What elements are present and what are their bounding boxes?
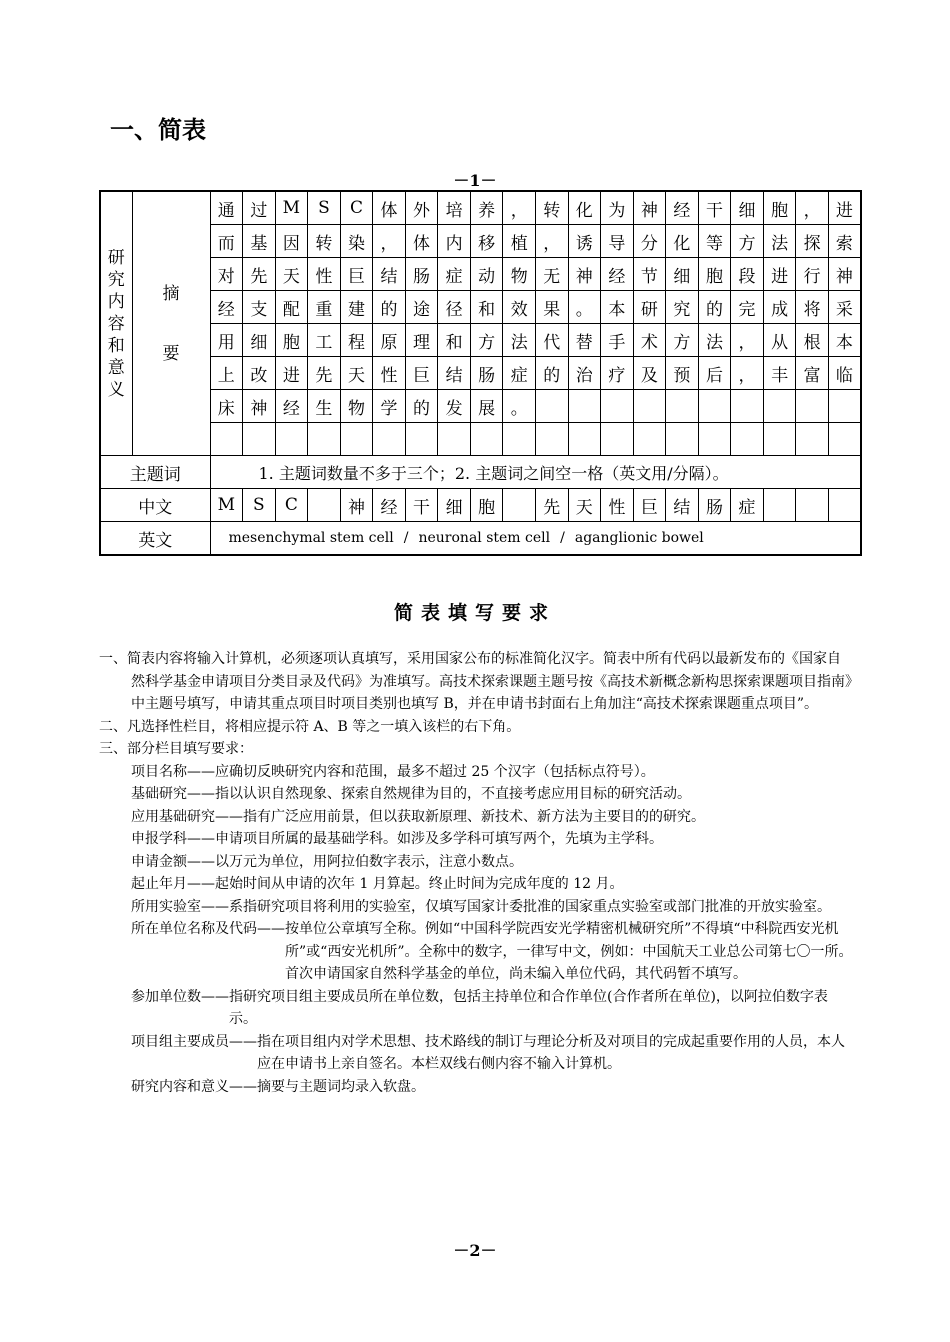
- abstract-label: [132, 191, 210, 456]
- chinese-keyword-cell: 症: [731, 489, 764, 522]
- abstract-cell: 天: [340, 357, 373, 390]
- abstract-cell: M: [275, 191, 308, 225]
- abstract-cell: [405, 423, 438, 456]
- abstract-cell: 临: [828, 357, 861, 390]
- field-name: 项目名称——: [131, 763, 215, 780]
- abstract-cell: 床: [210, 390, 243, 423]
- abstract-cell: ，: [731, 357, 764, 390]
- abstract-cell: 先: [308, 357, 341, 390]
- field-requirement: [99, 873, 854, 896]
- abstract-cell: 法: [763, 225, 796, 258]
- chinese-keyword-cell: C: [275, 489, 308, 522]
- abstract-cell: 基: [243, 225, 276, 258]
- field-requirement: [99, 783, 854, 806]
- abstract-cell: 性: [373, 357, 406, 390]
- abstract-cell: 经: [210, 291, 243, 324]
- field-description: 应确切反映研究内容和范围，最多不超过 25 个汉字（包括标点符号）。: [215, 763, 655, 780]
- abstract-cell: S: [308, 191, 341, 225]
- chinese-label: 中文: [100, 489, 210, 522]
- abstract-cell: [763, 423, 796, 456]
- abstract-cell: 研: [633, 291, 666, 324]
- page-number-top: －1－: [453, 171, 497, 190]
- field-description: 指在项目组内对学术思想、技术路线的制订与理论分析及对项目的完成起重要作用的人员，本人应在申请书上亲自签名。本栏双线右侧内容不输入计算机。: [257, 1033, 845, 1072]
- abstract-cell: 性: [308, 258, 341, 291]
- abstract-cell: [601, 423, 634, 456]
- keyword-label: 主题词: [100, 456, 210, 489]
- abstract-cell: 过: [243, 191, 276, 225]
- field-description: 指研究项目组主要成员所在单位数，包括主持单位和合作单位(合作者所在单位)，以阿拉伯数字表示。: [229, 988, 828, 1027]
- abstract-cell: 干: [698, 191, 731, 225]
- field-requirement: [99, 851, 854, 874]
- item-number: 一、: [99, 651, 127, 667]
- abstract-cell: 。: [503, 390, 536, 423]
- abstract-cell: 治: [568, 357, 601, 390]
- chinese-keyword-cell: 经: [373, 489, 406, 522]
- abstract-cell: 移: [470, 225, 503, 258]
- abstract-cell: [731, 390, 764, 423]
- field-description: 申请项目所属的最基础学科。如涉及多学科可填写两个，先填为主学科。: [215, 831, 663, 847]
- abstract-cell: 外: [405, 191, 438, 225]
- abstract-cell: 疗: [601, 357, 634, 390]
- abstract-cell: [210, 423, 243, 456]
- field-name: 参加单位数——: [131, 988, 229, 1005]
- abstract-cell: 转: [308, 225, 341, 258]
- abstract-cell: 物: [503, 258, 536, 291]
- field-requirement: [99, 761, 854, 784]
- field-name: 申报学科——: [131, 831, 215, 847]
- field-requirement: [99, 806, 854, 829]
- abstract-cell: 支: [243, 291, 276, 324]
- abstract-cell: 学: [373, 390, 406, 423]
- abstract-cell: 物: [340, 390, 373, 423]
- chinese-keyword-cell: [763, 489, 796, 522]
- abstract-cell: 效: [503, 291, 536, 324]
- chinese-keyword-cell: 胞: [470, 489, 503, 522]
- abstract-cell: 从: [763, 324, 796, 357]
- abstract-cell: 神: [568, 258, 601, 291]
- abstract-cell: 天: [275, 258, 308, 291]
- abstract-cell: [340, 423, 373, 456]
- field-name: 所用实验室——: [131, 898, 229, 915]
- abstract-cell: 神: [828, 258, 861, 291]
- english-keyword-row: [100, 522, 861, 556]
- abstract-label-char: 要: [162, 343, 180, 364]
- abstract-cell: 用: [210, 324, 243, 357]
- english-keyword: aganglionic bowel: [574, 530, 704, 546]
- item-text: 简表内容将输入计算机，必须逐项认真填写，采用国家公布的标准简化汉字。简表中所有代码以最新发布的《国家自然科学基金申请项目分类目录及代码》为准填写。高技术探索课题主题号按《高技术新概念新构思探索课题项目指南》中主题号填写，申请其重点项目时项目类别也填写 B，并在申请书封面右上角加注“高技术探索课题重点项目”。: [127, 651, 852, 712]
- chinese-keyword-row: [100, 489, 861, 522]
- field-description: 起始时间从申请的次年 1 月算起。终止时间为完成年度的 12 月。: [215, 876, 624, 892]
- abstract-cell: 动: [470, 258, 503, 291]
- chinese-keyword-cell: S: [243, 489, 276, 522]
- field-requirement: [99, 896, 854, 919]
- abstract-cell: ，: [731, 324, 764, 357]
- abstract-cell: 工: [308, 324, 341, 357]
- abstract-cell: [731, 423, 764, 456]
- abstract-cell: 对: [210, 258, 243, 291]
- abstract-row: [100, 291, 861, 324]
- abstract-cell: 术: [633, 324, 666, 357]
- chinese-keyword-cell: 性: [601, 489, 634, 522]
- requirements-title: 简表填写要求: [393, 602, 556, 624]
- abstract-cell: [666, 423, 699, 456]
- abstract-cell: 神: [633, 191, 666, 225]
- item-number: 二、: [99, 718, 127, 735]
- abstract-cell: 通: [210, 191, 243, 225]
- requirement-item-1: [99, 648, 854, 716]
- abstract-cell: 段: [731, 258, 764, 291]
- field-requirement: [99, 1031, 854, 1076]
- abstract-cell: 发: [438, 390, 471, 423]
- abstract-cell: 肠: [470, 357, 503, 390]
- section-heading: 一、简表: [110, 116, 206, 144]
- page-number-bottom: －2－: [453, 1241, 497, 1260]
- abstract-cell: [243, 423, 276, 456]
- abstract-cell: 果: [535, 291, 568, 324]
- abstract-cell: [535, 423, 568, 456]
- abstract-row: [100, 423, 861, 456]
- abstract-cell: ，: [373, 225, 406, 258]
- abstract-cell: 的: [698, 291, 731, 324]
- abstract-cell: 导: [601, 225, 634, 258]
- abstract-cell: ，: [796, 191, 829, 225]
- abstract-cell: [666, 390, 699, 423]
- abstract-cell: 途: [405, 291, 438, 324]
- abstract-cell: [796, 390, 829, 423]
- abstract-cell: 代: [535, 324, 568, 357]
- field-description: 按单位公章填写全称。例如“中国科学院西安光学精密机械研究所”不得填“中科院西安光机所”或“西安光机所”。全称中的数字，一律写中文，例如：中国航天工业总公司第七〇一所。首次申请国家自然科学基金的单位，尚未编入单位代码，其代码暂不填写。: [285, 921, 853, 982]
- abstract-cell: 理: [405, 324, 438, 357]
- abstract-cell: 结: [438, 357, 471, 390]
- item-text: 部分栏目填写要求：: [127, 741, 253, 757]
- chinese-keyword-cell: 先: [535, 489, 568, 522]
- abstract-cell: 等: [698, 225, 731, 258]
- field-description: 指有广泛应用前景，但以获取新原理、新技术、新方法为主要目的的研究。: [243, 808, 705, 825]
- chinese-keyword-cell: [828, 489, 861, 522]
- abstract-cell: [698, 390, 731, 423]
- field-requirement: [99, 1076, 854, 1099]
- keyword-separator: /: [560, 530, 565, 546]
- abstract-cell: 巨: [405, 357, 438, 390]
- english-keywords: [210, 522, 861, 556]
- abstract-cell: 经: [666, 191, 699, 225]
- abstract-cell: 后: [698, 357, 731, 390]
- abstract-cell: 节: [633, 258, 666, 291]
- abstract-cell: ，: [503, 191, 536, 225]
- abstract-cell: 原: [373, 324, 406, 357]
- field-name: 所在单位名称及代码——: [131, 921, 285, 937]
- chinese-keyword-cell: 干: [405, 489, 438, 522]
- abstract-cell: [535, 390, 568, 423]
- abstract-cell: [275, 423, 308, 456]
- abstract-cell: 富: [796, 357, 829, 390]
- english-keyword: mesenchymal stem cell: [228, 530, 394, 546]
- abstract-cell: ，: [535, 225, 568, 258]
- field-description: 以万元为单位，用阿拉伯数字表示，注意小数点。: [215, 853, 523, 870]
- abstract-cell: 分: [633, 225, 666, 258]
- abstract-cell: 的: [373, 291, 406, 324]
- abstract-cell: 成: [763, 291, 796, 324]
- abstract-row: [100, 357, 861, 390]
- abstract-cell: 无: [535, 258, 568, 291]
- abstract-cell: [828, 390, 861, 423]
- abstract-cell: 经: [275, 390, 308, 423]
- abstract-cell: 染: [340, 225, 373, 258]
- abstract-cell: 细: [731, 191, 764, 225]
- chinese-keyword-cell: M: [210, 489, 243, 522]
- abstract-row: [100, 191, 861, 225]
- abstract-cell: 完: [731, 291, 764, 324]
- abstract-cell: [438, 423, 471, 456]
- keyword-separator: /: [403, 530, 409, 546]
- abstract-cell: 。: [568, 291, 601, 324]
- abstract-cell: 的: [535, 357, 568, 390]
- abstract-row: [100, 324, 861, 357]
- abstract-cell: [828, 423, 861, 456]
- abstract-cell: 探: [796, 225, 829, 258]
- requirement-item-3: [99, 738, 854, 761]
- field-requirement: [99, 828, 854, 851]
- field-name: 基础研究——: [131, 786, 215, 802]
- field-name: 研究内容和意义——: [131, 1078, 257, 1095]
- requirements-list: [99, 648, 854, 1098]
- abstract-cell: 症: [503, 357, 536, 390]
- abstract-cell: 转: [535, 191, 568, 225]
- english-keyword: neuronal stem cell: [418, 530, 551, 546]
- chinese-keyword-cell: 结: [666, 489, 699, 522]
- abstract-cell: 为: [601, 191, 634, 225]
- abstract-cell: 内: [438, 225, 471, 258]
- abstract-cell: [763, 390, 796, 423]
- field-name: 申请金额——: [131, 853, 215, 870]
- abstract-cell: 结: [373, 258, 406, 291]
- section-label: [100, 191, 132, 456]
- field-description: 指以认识自然现象、探索自然规律为目的，不直接考虑应用目标的研究活动。: [215, 786, 691, 802]
- abstract-cell: 重: [308, 291, 341, 324]
- chinese-keyword-cell: 肠: [698, 489, 731, 522]
- abstract-cell: 法: [698, 324, 731, 357]
- chinese-keyword-cell: 细: [438, 489, 471, 522]
- abstract-cell: 上: [210, 357, 243, 390]
- requirement-item-2: [99, 716, 854, 739]
- chinese-keyword-cell: 巨: [633, 489, 666, 522]
- abstract-cell: 进: [275, 357, 308, 390]
- abstract-cell: 植: [503, 225, 536, 258]
- abstract-cell: 胞: [763, 191, 796, 225]
- abstract-cell: 径: [438, 291, 471, 324]
- abstract-cell: [470, 423, 503, 456]
- field-requirement: [99, 918, 854, 986]
- abstract-cell: [568, 423, 601, 456]
- abstract-cell: 症: [438, 258, 471, 291]
- abstract-cell: 巨: [340, 258, 373, 291]
- keyword-hint: 1. 主题词数量不多于三个；2. 主题词之间空一格（英文用/分隔）。: [210, 456, 861, 489]
- abstract-cell: 方: [470, 324, 503, 357]
- abstract-cell: 预: [666, 357, 699, 390]
- abstract-cell: 行: [796, 258, 829, 291]
- abstract-cell: 本: [828, 324, 861, 357]
- abstract-cell: 化: [568, 191, 601, 225]
- abstract-cell: 建: [340, 291, 373, 324]
- abstract-cell: 体: [373, 191, 406, 225]
- field-name: 应用基础研究——: [131, 808, 243, 825]
- abstract-row: [100, 390, 861, 423]
- abstract-cell: 丰: [763, 357, 796, 390]
- abstract-cell: 采: [828, 291, 861, 324]
- abstract-row: [100, 258, 861, 291]
- abstract-cell: [698, 423, 731, 456]
- abstract-cell: 手: [601, 324, 634, 357]
- chinese-keyword-cell: 天: [568, 489, 601, 522]
- field-description: 摘要与主题词均录入软盘。: [257, 1078, 425, 1095]
- abstract-cell: 神: [243, 390, 276, 423]
- abstract-cell: 培: [438, 191, 471, 225]
- abstract-cell: 改: [243, 357, 276, 390]
- abstract-cell: 化: [666, 225, 699, 258]
- item-text: 凡选择性栏目，将相应提示符 A、B 等之一填入该栏的右下角。: [127, 718, 521, 735]
- abstract-cell: [633, 390, 666, 423]
- abstract-cell: 胞: [698, 258, 731, 291]
- field-requirement: [99, 986, 854, 1031]
- abstract-cell: C: [340, 191, 373, 225]
- abstract-cell: 先: [243, 258, 276, 291]
- abstract-cell: 根: [796, 324, 829, 357]
- chinese-keyword-cell: [796, 489, 829, 522]
- abstract-cell: 细: [666, 258, 699, 291]
- abstract-cell: 进: [828, 191, 861, 225]
- abstract-cell: 生: [308, 390, 341, 423]
- abstract-cell: 的: [405, 390, 438, 423]
- abstract-cell: 体: [405, 225, 438, 258]
- chinese-keyword-cell: [503, 489, 536, 522]
- abstract-cell: 及: [633, 357, 666, 390]
- abstract-cell: 配: [275, 291, 308, 324]
- field-description: 系指研究项目将利用的实验室，仅填写国家计委批准的国家重点实验室或部门批准的开放实验室。: [229, 898, 831, 915]
- abstract-cell: 本: [601, 291, 634, 324]
- abstract-cell: 养: [470, 191, 503, 225]
- abstract-cell: 而: [210, 225, 243, 258]
- abstract-cell: 方: [731, 225, 764, 258]
- chinese-keyword-cell: 神: [340, 489, 373, 522]
- item-number: 三、: [99, 741, 127, 757]
- field-name: 项目组主要成员——: [131, 1033, 257, 1050]
- field-requirements: [99, 761, 854, 1099]
- abstract-cell: 和: [438, 324, 471, 357]
- abstract-cell: 将: [796, 291, 829, 324]
- abstract-cell: [633, 423, 666, 456]
- field-name: 起止年月——: [131, 876, 215, 892]
- abstract-row: [100, 225, 861, 258]
- abstract-cell: 诱: [568, 225, 601, 258]
- abstract-cell: 索: [828, 225, 861, 258]
- abstract-cell: [796, 423, 829, 456]
- abstract-cell: [503, 423, 536, 456]
- abstract-label-char: 摘: [162, 283, 180, 304]
- abstract-cell: 细: [243, 324, 276, 357]
- abstract-cell: 胞: [275, 324, 308, 357]
- abstract-cell: 法: [503, 324, 536, 357]
- abstract-cell: 究: [666, 291, 699, 324]
- abstract-cell: 肠: [405, 258, 438, 291]
- abstract-cell: [373, 423, 406, 456]
- abstract-cell: 和: [470, 291, 503, 324]
- abstract-cell: 替: [568, 324, 601, 357]
- abstract-cell: 进: [763, 258, 796, 291]
- chinese-keyword-cell: [308, 489, 341, 522]
- abstract-cell: 经: [601, 258, 634, 291]
- summary-table: [99, 190, 862, 556]
- abstract-cell: 方: [666, 324, 699, 357]
- abstract-cell: 展: [470, 390, 503, 423]
- abstract-cell: 因: [275, 225, 308, 258]
- abstract-cell: [601, 390, 634, 423]
- abstract-cell: 程: [340, 324, 373, 357]
- section-label-text: 研究内容和意义: [107, 247, 125, 400]
- abstract-cell: [308, 423, 341, 456]
- keyword-row: [100, 456, 861, 489]
- abstract-cell: [568, 390, 601, 423]
- english-label: 英文: [100, 522, 210, 556]
